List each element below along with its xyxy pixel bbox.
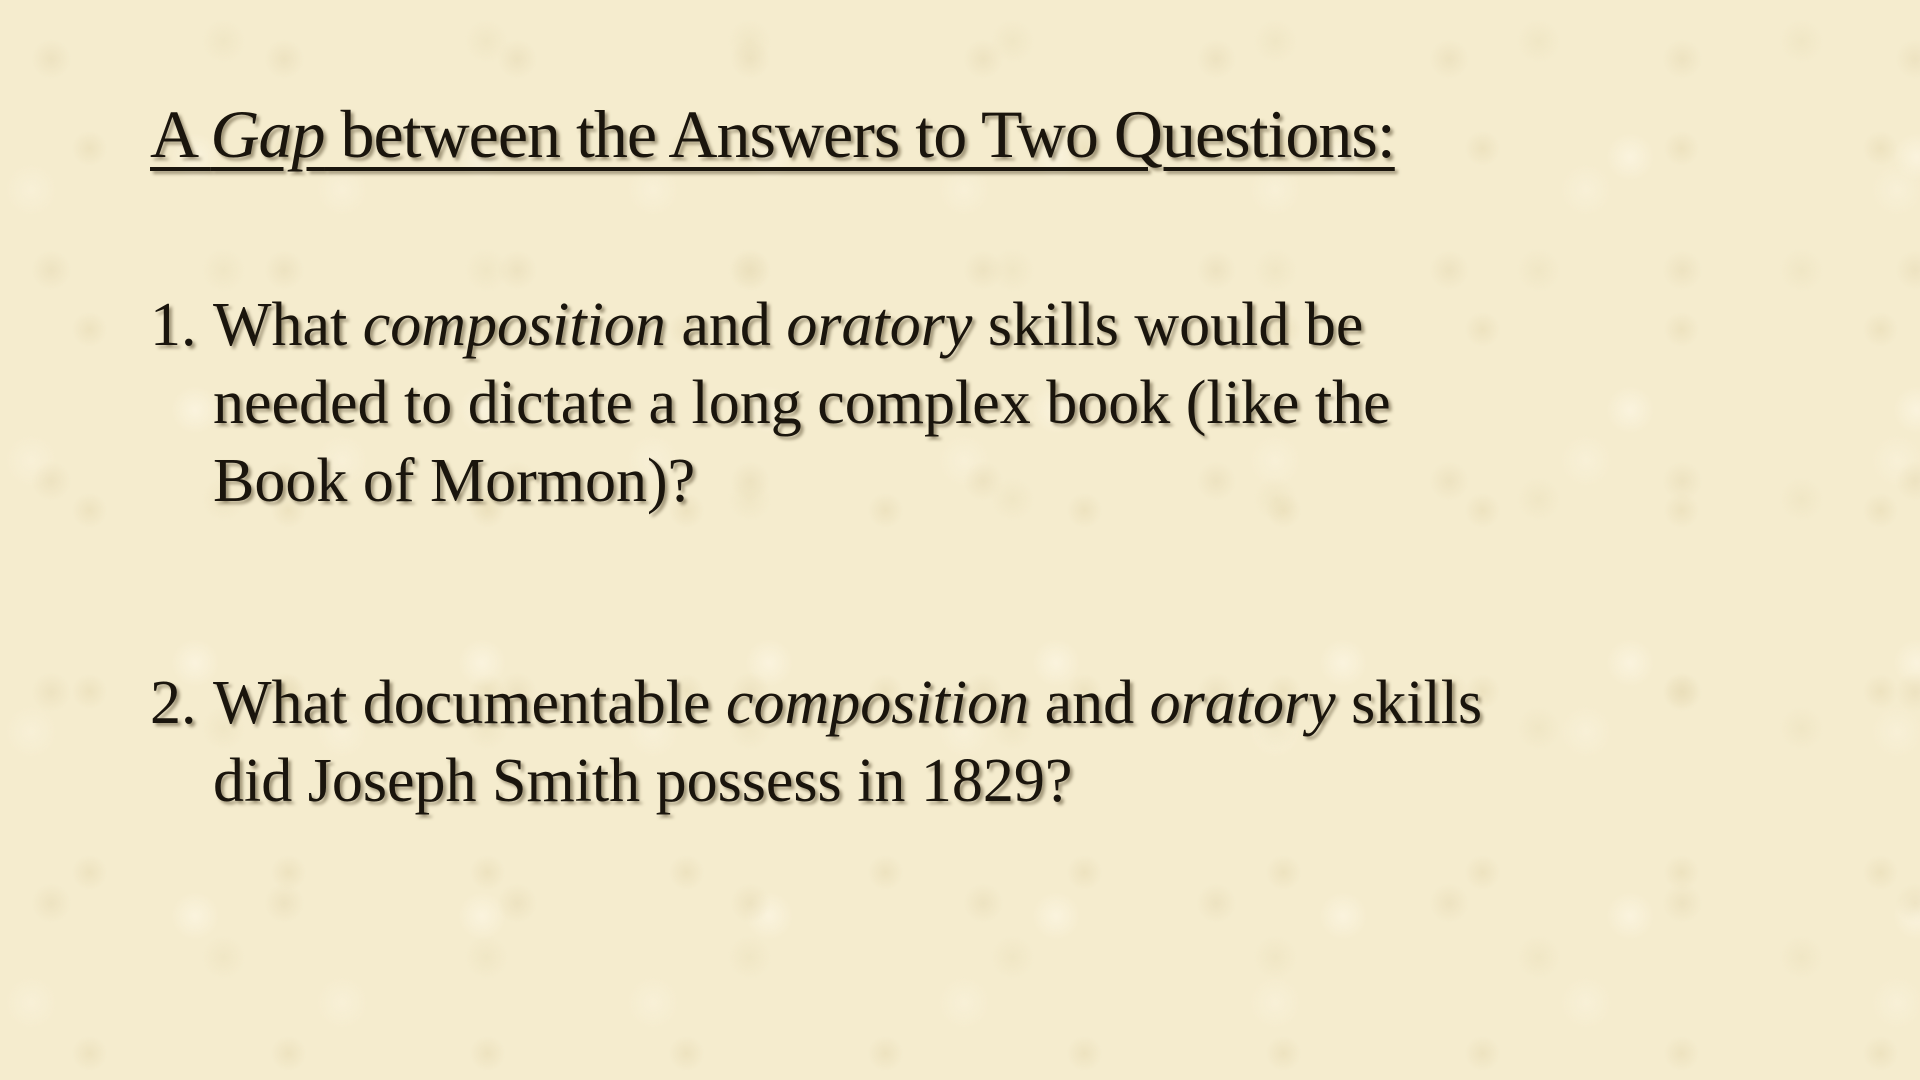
slide-title [150, 94, 1395, 176]
text-run: did Joseph Smith possess in 1829? [213, 747, 1073, 815]
question-number: 2. [150, 669, 197, 737]
text-run: between the Answers to Two Questions: [324, 96, 1395, 172]
italic-text-run: composition [362, 291, 666, 359]
italic-text-run: Gap [210, 96, 325, 172]
text-run: skills [1335, 669, 1483, 737]
text-run: What documentable [213, 669, 727, 737]
text-run: What [213, 291, 363, 359]
question-text-line [213, 442, 1391, 520]
question-item-1 [150, 286, 1860, 520]
question-text-line [213, 364, 1391, 442]
question-number: 1. [150, 291, 197, 359]
text-run: and [1029, 669, 1150, 737]
question-text [213, 664, 1482, 820]
question-text [213, 286, 1391, 520]
question-list [150, 286, 1860, 964]
question-text-line [213, 286, 1391, 364]
text-run: and [665, 291, 787, 359]
question-text-line [213, 664, 1482, 742]
text-run: A [150, 96, 211, 172]
question-item-2 [150, 664, 1860, 820]
text-run: needed to dictate a long complex book (like the [213, 369, 1391, 437]
question-text-line [213, 742, 1482, 820]
italic-text-run: composition [726, 669, 1030, 737]
text-run: Book of Mormon)? [213, 447, 696, 515]
italic-text-run: oratory [786, 291, 973, 359]
text-run: skills would be [972, 291, 1364, 359]
italic-text-run: oratory [1149, 669, 1336, 737]
